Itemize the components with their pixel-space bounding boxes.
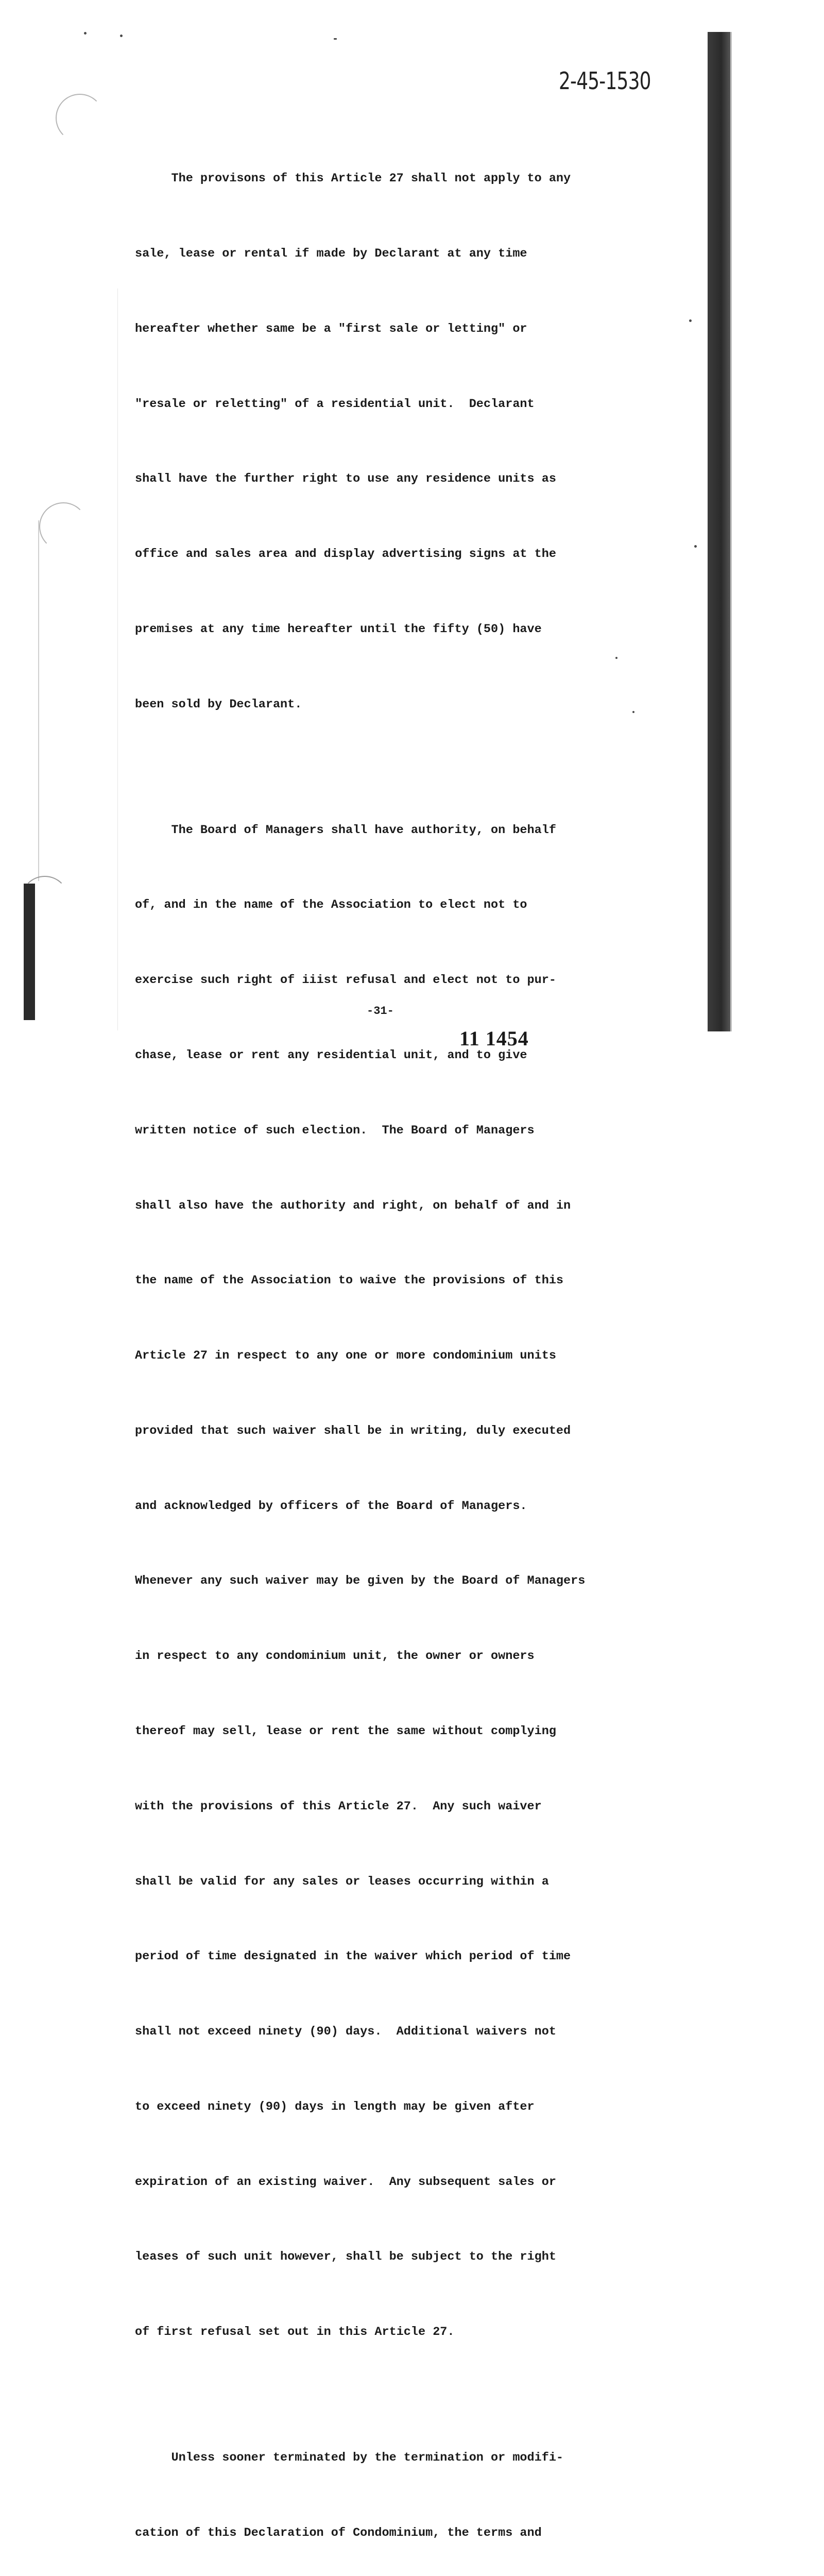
scan-line-left (38, 520, 39, 881)
text-line: shall also have the authority and right, on behalf of and in (135, 1198, 571, 1213)
text-line: shall be valid for any sales or leases occurring within a (135, 1874, 549, 1889)
page-margin-line (117, 289, 118, 1030)
scan-shadow-right (708, 32, 730, 1031)
text-line: The Board of Managers shall have authority, on behalf (135, 823, 556, 837)
text-line: Article 27 in respect to any one or more condominium units (135, 1349, 556, 1363)
text-line: of first refusal set out in this Article 27. (135, 2325, 455, 2340)
text-line: thereof may sell, lease or rent the same without complying (135, 1724, 556, 1738)
scan-speck (120, 35, 123, 37)
text-line: with the provisions of this Article 27. Any such waiver (135, 1799, 542, 1814)
text-line: leases of such unit however, shall be subject to the right (135, 2250, 556, 2264)
text-line: hereafter whether same be a "first sale or letting" or (135, 321, 527, 336)
text-line: of, and in the name of the Association to elect not to (135, 898, 527, 912)
scan-speck (689, 319, 692, 322)
punch-hole-middle (39, 502, 88, 551)
text-line: provided that such waiver shall be in writing, duly executed (135, 1423, 571, 1438)
text-line: exercise such right of iiist refusal and elect not to pur- (135, 973, 556, 988)
scan-edge-right (730, 32, 732, 1031)
paragraph-article-27-exemption (135, 116, 645, 767)
paragraph-term-duration (135, 2396, 645, 2576)
punch-hole-bottom (21, 876, 69, 924)
text-line: written notice of such election. The Board of Managers (135, 1123, 535, 1138)
text-line: office and sales area and display advertising signs at the (135, 547, 556, 562)
text-line: expiration of an existing waiver. Any subsequent sales or (135, 2175, 556, 2189)
document-number: 2-45-1530 (559, 67, 651, 95)
text-line: in respect to any condominium unit, the owner or owners (135, 1649, 535, 1664)
text-line: sale, lease or rental if made by Declarant at any time (135, 246, 527, 261)
text-line: Unless sooner terminated by the termination or modifi- (135, 2451, 564, 2465)
text-line: the name of the Association to waive the provisions of this (135, 1274, 564, 1288)
page-number: -31- (367, 1005, 394, 1018)
text-line: chase, lease or rent any residential unit, and to give (135, 1048, 527, 1062)
text-line: The provisons of this Article 27 shall not apply to any (135, 172, 571, 186)
text-line: shall have the further right to use any residence units as (135, 472, 556, 486)
text-line: cation of this Declaration of Condominium, the terms and (135, 2526, 542, 2540)
text-line: been sold by Declarant. (135, 697, 302, 711)
text-line: Whenever any such waiver may be given by the Board of Managers (135, 1574, 586, 1588)
scan-speck (694, 545, 697, 548)
text-line: to exceed ninety (90) days in length may be given after (135, 2099, 535, 2114)
scan-speck (334, 38, 337, 40)
text-line: premises at any time hereafter until the fifty (50) have (135, 622, 542, 636)
punch-hole-top (56, 94, 104, 142)
scan-speck (84, 32, 87, 35)
text-line: and acknowledged by officers of the Board of Managers. (135, 1499, 527, 1513)
text-line: period of time designated in the waiver which period of time (135, 1950, 571, 1964)
text-line: shall not exceed ninety (90) days. Additional waivers not (135, 2025, 556, 2039)
document-body (135, 116, 645, 2576)
text-line: "resale or reletting" of a residential unit. Declarant (135, 397, 535, 411)
book-page-reference: 11 1454 (459, 1027, 529, 1050)
